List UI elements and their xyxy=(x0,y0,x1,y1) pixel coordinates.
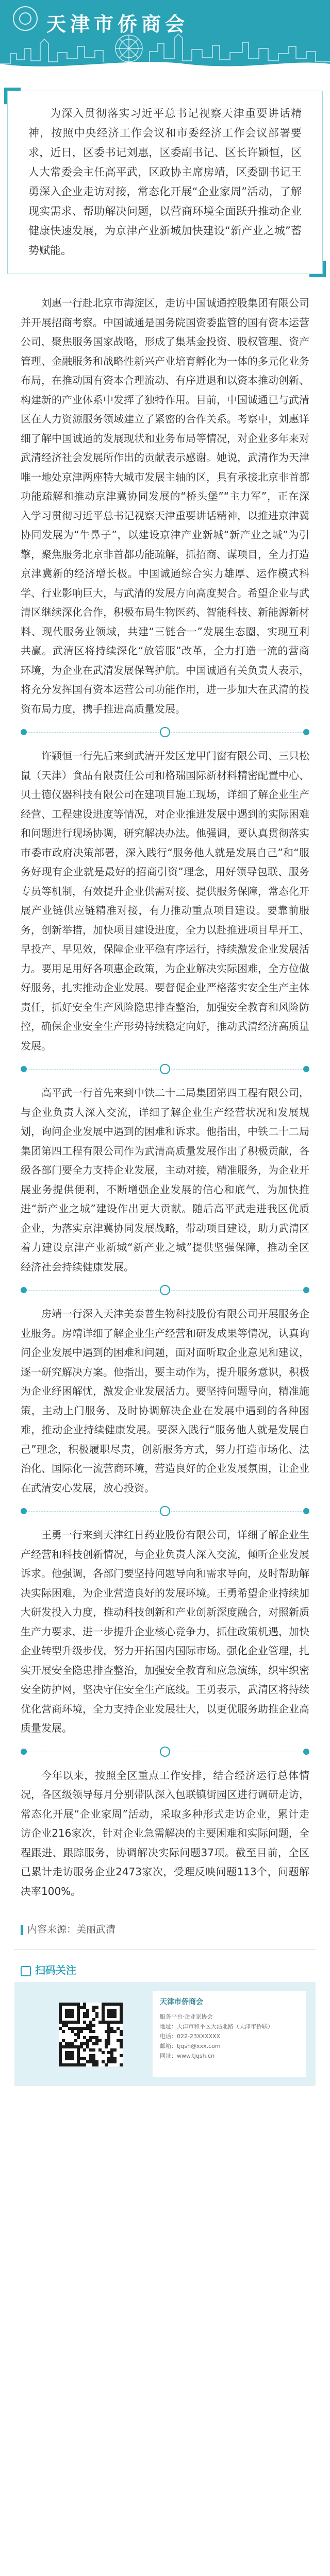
source-label: 内容来源：美丽武清 xyxy=(27,1924,116,1935)
section-divider xyxy=(21,1501,309,1522)
section-divider xyxy=(21,1280,309,1301)
qr-module xyxy=(113,2048,117,2052)
qr-module xyxy=(95,2063,98,2066)
banner-title: 天津市侨商会 xyxy=(46,13,189,36)
qr-module xyxy=(77,2036,80,2039)
org-info-line: 地址：天津市和平区大沽北路（天津市侨联） xyxy=(160,2023,273,2030)
intro-box xyxy=(7,91,323,274)
qr-module xyxy=(120,2054,123,2057)
bottom-padding xyxy=(0,2086,330,2118)
qr-module xyxy=(107,2042,110,2045)
section-divider xyxy=(21,1741,309,1763)
corner-decoration xyxy=(309,261,326,277)
qr-module xyxy=(86,2015,89,2018)
qr-code-icon[interactable] xyxy=(59,2003,123,2066)
qr-module xyxy=(98,2039,102,2042)
qr-module xyxy=(113,2015,117,2018)
qr-module xyxy=(92,2048,95,2052)
wave-decoration xyxy=(0,57,330,72)
qr-module xyxy=(71,2015,74,2018)
follow-section-title xyxy=(0,1950,330,1982)
qr-module xyxy=(74,2039,77,2042)
paragraph-summary: 今年以来，按照全区重点工作安排，结合经济运行总体情况，各区级领导每月分别带队深入包联镇街园区进行调研走访，常态化开展“企业家周”活动，采取多种形式走访企业，累计走访企业216家次，针对企业急需解决的主要困难和实际问题，全程跟进、跟踪服务，协调解决实际问题37项。截至目前，全区已累计走访服务企业2473家次，受理反映问题113个，问题解决率100%。 xyxy=(21,1769,309,1897)
qr-module xyxy=(113,2060,117,2063)
paragraph-liu-hui: 刘惠一行赴北京市海淀区，走访中国诚通控股集团有限公司并开展招商考察。中国诚通是国务院国资委监管的国有资本运营公司，聚焦服务国家战略，形成了集基金投资、股权管理、资产管理、金融服务和战略性新兴产业培育孵化为一体的多元化业务布局，在推动国有资本合理流动、有序进退和以资本推动创新、构建新的产业体系中发挥了独特作用。目前，中国诚通已与武清区在人力资源服务领域建立了紧密的合作关系。考察中，刘惠详细了解中国诚通的发展现状和业务布局等情况，对企业多年来对武清经济社会发展所作出的贡献表示感谢。她说，武清作为天津唯一地处京津两座特大城市发展主轴的区，具有承接北京非首都功能疏解和推动京津冀协同发展的“桥头堡”“主力军”，正在深入学习贯彻习近平总书记视察天津重要讲话精神，以推进京津冀协同发展为“牛鼻子”，以建设京津产业新城“新产业之城”为引擎，聚焦服务北京非首都功能疏解，抓招商、谋项目，全力打造京津冀新的经济增长极。中国诚通综合实力雄厚、运作模式科学、行业影响巨大，与武清的发展方向高度契合。希望企业与武清区继续深化合作，积极布局生物医药、智能科技、新能源新材料、现代服务业领域，共建“三链合一”发展生态圈，实现互利共赢。武清区将持续深化“放管服”改革，全力打造一流的营商环境，为企业在武清发展保驾护航。中国诚通有关负责人表示，将充分发挥国有资本运营公司功能作用，进一步加大在武清的投资布局力度，携手推进高质量发展。 xyxy=(21,297,309,715)
org-info xyxy=(160,2012,299,2061)
qr-module xyxy=(102,2051,105,2054)
paragraph-fang-jing: 房靖一行深入天津美泰普生物科技股份有限公司开展服务企业服务。房靖详细了解企业生产经营和研发成果等情况，认真询问企业发展中遇到的困难和问题，面对面听取企业意见和建议，逐一研究解决方案。他指出，要主动作为，提升服务意识，积极为企业纾困解忧，激发企业发展活力。要坚持问题导向，精准施策，主动上门服务，及时协调解决企业在发展中遇到的各种困难，推动企业持续健康发展。要深入践行“服务他人就是发展自己”理念，积极履职尽责，创新服务方式，努力打造市场化、法治化、国际化一流营商环境，营造良好的企业发展氛围，让企业在武清安心发展，放心投资。 xyxy=(21,1308,309,1494)
intro-paragraph: 为深入贯彻落实习近平总书记视察天津重要讲话精神，按照中央经济工作会议和市委经济工作会议部署要求，近日，区委书记刘惠，区委副书记、区长许颖恒，区人大常委会主任高平武，区政协主席房靖，区委副书记王勇深入企业走访对接，常态化开展“企业家周”活动，了解现实需求、帮助解决问题，以营商环境全面跃升推动企业健康快速发展，为京津产业新城加快建设“新产业之城”蓄势赋能。 xyxy=(28,107,302,257)
section-divider xyxy=(21,1059,309,1080)
content-source xyxy=(0,1922,330,1936)
qr-module xyxy=(71,2057,74,2060)
article-body xyxy=(0,274,330,1901)
qr-module xyxy=(120,2021,123,2024)
accent-bar xyxy=(21,1925,23,1935)
org-info-line: 网址：www.tjqsh.cn xyxy=(160,2053,215,2059)
paragraph-wang-yong: 王勇一行来到天津红日药业股份有限公司，详细了解企业生产经营和科技创新情况，与企业负责人深入交流，倾听企业发展诉求。他强调，各部门要坚持问题导向和需求导向，及时帮助解决实际困难，为企业营造良好的发展环境。王勇希望企业持续加大研发投入力度，推动科技创新和产业创新深度融合，对照新质生产力要求，进一步提升企业核心竞争力，抓住政策机遇，加快企业转型升级步伐，努力开拓国内国际市场。强化企业管理，扎实开展安全隐患排查整治，加强安全教育和应急演练，织牢织密安全防护网，坚决守住安全生产底线。王勇表示，武清区将持续优化营商环境，全力支持企业发展壮大，以更优服务助推企业高质量发展。 xyxy=(21,1529,309,1734)
qr-module xyxy=(83,2063,86,2066)
logo-icon xyxy=(13,6,38,31)
qr-module xyxy=(105,2045,108,2048)
header-banner xyxy=(0,0,330,72)
follow-title-text: 扫码关注 xyxy=(35,1964,76,1976)
org-info-card xyxy=(153,1991,306,2077)
org-info-line: 服务平台·企业家协会 xyxy=(160,2013,213,2020)
qr-module xyxy=(95,2006,98,2009)
qr-module xyxy=(92,2024,95,2027)
paragraph-gao-pingwu: 高平武一行首先来到中铁二十二局集团第四工程有限公司，与企业负责人深入交流，详细了解企业生产经营状况和发展规划，询问企业发展中遇到的困难和诉求。他指出，中铁二十二局集团第四工程有限公司作为武清高质量发展作出了积极贡献，各级各部门要全力支持企业发展，主动对接，精准服务，为企业开展业务提供便利，不断增强企业发展的信心和底气，为加快推进“新产业之城”建设作出更大贡献。随后高平武走进我区优质企业，为落实京津冀协同发展战略，带动项目建设，助力武清区着力建设京津产业新城“新产业之城”提供坚强保障，推动全区经济社会持续健康发展。 xyxy=(21,1087,309,1273)
qr-module xyxy=(80,2030,83,2033)
org-info-line: 邮箱：tjqsh@xxx.com xyxy=(160,2043,221,2049)
intro-text-box xyxy=(7,91,323,274)
qr-module xyxy=(113,2030,117,2033)
qr-module xyxy=(105,2063,108,2066)
paragraph-xu-yingheng: 许颖恒一行先后来到武清开发区龙甲门窗有限公司、三只松鼠（天津）食品有限责任公司和格瑞国际新材料精密配置中心、贝士德仪器科技有限公司在建项目施工现场，详细了解企业生产经营、工程建设进度等情况，对企业推进发展中遇到的实际困难和问题进行现场协调，研究解决办法。他强调，要认真贯彻落实市委市政府决策部署，深入践行“服务他人就是发展自己”和“服务好现有企业就是最好的招商引资”理念，用好领导包联、服务专员等机制，有效提升企业供需对接、提供服务保障，常态化开展产业链供应链精准对接，有力推动重点项目建设。要靠前服务，创新举措，加快项目建设进度，全力以赴推进项目早开工、早投产、早见效，保障企业平稳有序运行，持续激发企业发展活力。要用足用好各项惠企政策，为企业解决实际困难，全方位做好服务，扎实推动企业发展。要督促企业严格落实安全生产主体责任，抓好安全生产风险隐患排查整治，加强安全教育和风险防控，确保企业安全生产形势持续稳定向好，推动武清经济高质量发展。 xyxy=(21,750,309,1052)
qr-module xyxy=(62,2030,65,2033)
qr-module xyxy=(83,2048,86,2052)
qr-module xyxy=(120,2063,123,2066)
follow-card xyxy=(14,1982,316,2086)
qr-module xyxy=(92,2030,95,2033)
org-name: 天津市侨商会 xyxy=(160,1998,203,2006)
org-info-line: 电话：022-23XXXXXX xyxy=(160,2033,221,2040)
qr-module xyxy=(77,2021,80,2024)
qr-module xyxy=(120,2033,123,2036)
qr-module xyxy=(92,2018,95,2021)
corner-decoration xyxy=(4,88,21,104)
qr-module xyxy=(120,2045,123,2048)
qr-module xyxy=(95,2042,98,2045)
section-divider xyxy=(21,722,309,743)
qr-module xyxy=(95,2015,98,2018)
scan-icon xyxy=(21,1966,31,1976)
